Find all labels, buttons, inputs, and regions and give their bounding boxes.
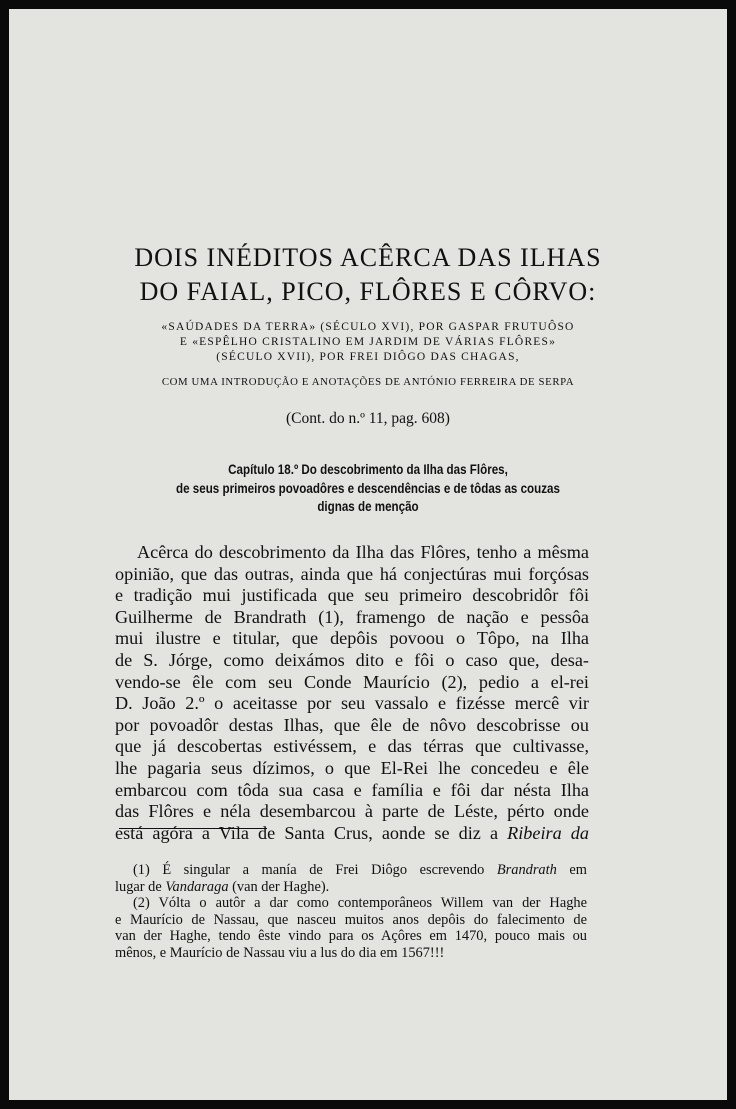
footnote-separator	[119, 828, 267, 829]
body-line: Acêrca do descobrimento da Ilha das Flôres, tenho a mêsma	[137, 542, 589, 562]
body-line: por povoadôr destas Ilhas, que êle de nôvo descobrisse ou	[115, 714, 589, 735]
footnote-1-line-1	[115, 862, 587, 879]
body-line: lhe pagaria seus dízimos, o que El-Rei lhe concedeu e êle	[115, 757, 589, 778]
title-line-1: DOIS INÉDITOS ACÊRCA DAS ILHAS	[134, 243, 602, 272]
footnotes	[115, 862, 587, 961]
fn1-line2-italic: Vandaraga	[165, 878, 229, 895]
footnote-2-line: van der Haghe, tendo êste vindo para os Açôres em 1470, pouco mais ou	[115, 928, 587, 944]
body-line: mui ilustre e titular, que depôis povoou o Tôpo, na Ilha	[115, 628, 589, 649]
continuation-note: (Cont. do n.º 11, pag. 608)	[286, 410, 450, 427]
fn1-text-a: (1) É singular a manía de Frei Diôgo escrevendo	[133, 862, 485, 878]
body-line: D. João 2.º o aceitasse por seu vassalo e fizésse mercê vir	[115, 693, 589, 714]
footnote-2-line: e Maurício de Nassau, que nasceu muitos anos depôis do falecimento de	[115, 911, 587, 928]
fn1-line2-b: (van der Haghe).	[232, 878, 330, 895]
footnote-1-line-2	[115, 879, 587, 896]
chapter-heading-line-1: Capítulo 18.º Do descobrimento da Ilha das Flôres,	[228, 462, 508, 477]
subtitle-line-2: E «ESPÊLHO CRISTALINO EM JARDIM DE VÁRIAS FLÔRES»	[179, 336, 557, 348]
document-page	[9, 9, 727, 1100]
body-line: opinião, que das outras, ainda que há conjectúras mui forçósas	[115, 563, 589, 584]
body-line: de S. Jórge, como deixámos dito e fôi o caso que, desa-	[115, 649, 589, 670]
body-last-plain: está agóra a Vila de Santa Crus, aonde se diz a	[115, 822, 499, 843]
body-paragraph	[115, 542, 589, 844]
body-line: e tradição mui justificada que seu primeiro descobridôr fôi	[115, 585, 589, 606]
body-line-last	[115, 823, 589, 845]
fn1-line2-a: lugar de	[115, 878, 162, 895]
footnote-2-line: (2) Vólta o autôr a dar como contemporâneos Willem van der Haghe	[133, 895, 587, 911]
subtitle-line-1: «SAÚDADES DA TERRA» (SÉCULO XVI), POR GASPAR FRUTUÔSO	[161, 321, 575, 333]
subtitle-line-3: (SÉCULO XVII), POR FREI DIÔGO DAS CHAGAS,	[216, 351, 520, 363]
body-line: embarcou com tôda sua casa e família e fôi dar nésta Ilha	[115, 779, 589, 800]
title-line-2: DO FAIAL, PICO, FLÔRES E CÔRVO:	[139, 277, 597, 306]
footnote-2-line-last: mênos, e Maurício de Nassau viu a lus do dia em 1567!!!	[115, 944, 445, 961]
subtitle-line-4: COM UMA INTRODUÇÃO E ANOTAÇÕES DE ANTÓNIO FERREIRA DE SERPA	[161, 376, 575, 388]
body-line: das Flôres e néla desembarcou à parte de Léste, pérto onde	[115, 801, 589, 822]
chapter-heading-line-2: de seus primeiros povoadôres e descendências e de tôdas as couzas	[176, 481, 560, 496]
fn1-italic: Brandrath	[496, 862, 557, 878]
body-line: que já descobertas estivéssem, e das térras que cultivasse,	[115, 736, 589, 757]
body-line: Guilherme de Brandrath (1), framengo de nação e pessôa	[115, 606, 589, 627]
fn1-text-b: em	[569, 862, 587, 878]
body-line: vendo-se êle com seu Conde Maurício (2), pedio a el-rei	[115, 671, 589, 692]
chapter-heading-line-3: dignas de menção	[317, 499, 419, 514]
body-last-italic: Ribeira da	[507, 822, 589, 843]
